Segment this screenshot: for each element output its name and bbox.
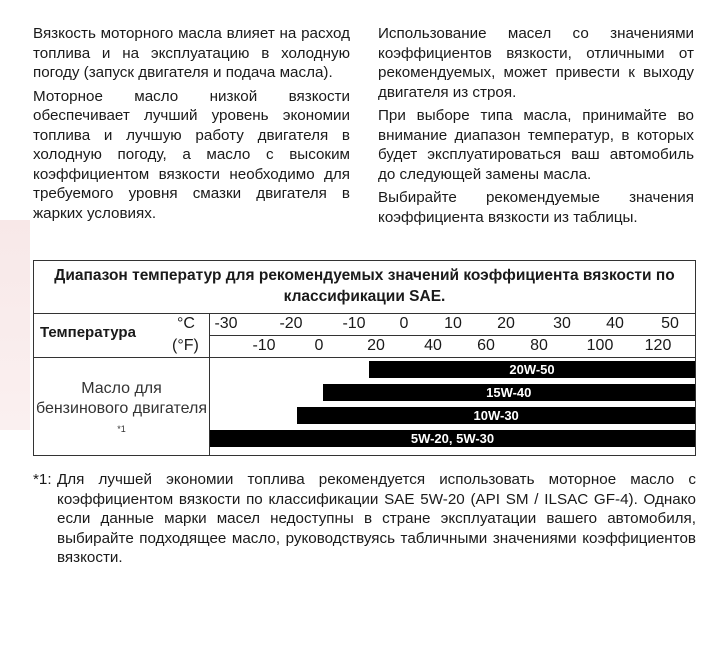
paragraph: При выборе типа масла, принимайте во внимание диапазон температур, в которых будет эксплуатироваться ваш автомобиль до следующей замены масла.	[378, 107, 694, 183]
footnote	[33, 470, 696, 568]
viscosity-table	[33, 260, 696, 456]
fahrenheit-tick: 120	[644, 337, 672, 354]
footnote-text: Для лучшей экономии топлива рекомендуется использовать моторное масло с коэффициентом вязкости по классификации SAE 5W-20 (API SM / ILSAC GF-4). Однако если данные марки масел недоступны в стране эксплуатации вашего автомобиля, выбирайте подходящее масло, руководствуясь табличными значениями коэффициентов вязкости.	[57, 471, 696, 566]
fahrenheit-tick: 20	[367, 337, 385, 354]
row-note: *1	[117, 424, 126, 434]
fahrenheit-tick: 40	[424, 337, 442, 354]
fahrenheit-tick: 0	[314, 337, 324, 354]
viscosity-bar: 20W-50	[369, 361, 695, 378]
celsius-tick: 10	[444, 315, 462, 332]
celsius-tick: 40	[606, 315, 624, 332]
fahrenheit-tick: 100	[586, 337, 614, 354]
celsius-tick: -30	[214, 315, 238, 332]
fahrenheit-tick: 80	[530, 337, 548, 354]
fahrenheit-unit: (°F)	[172, 337, 199, 354]
row-label	[34, 379, 209, 444]
celsius-tick: -10	[342, 315, 366, 332]
fahrenheit-tick: -10	[252, 337, 276, 354]
left-column	[33, 24, 350, 227]
celsius-tick: 20	[497, 315, 515, 332]
viscosity-bar: 15W-40	[323, 384, 696, 401]
divider	[209, 335, 695, 336]
viscosity-bar: 10W-30	[297, 407, 695, 424]
footnote-marker: *1:	[33, 471, 52, 488]
celsius-unit: °C	[177, 315, 195, 332]
fahrenheit-tick: 60	[477, 337, 495, 354]
temperature-label: Температура	[40, 324, 136, 341]
right-column	[378, 24, 694, 231]
paragraph: Моторное масло низкой вязкости обеспечивает лучший уровень экономии топлива и лучшую работу двигателя в холодную погоду, а масло с высоким коэффициентом вязкости необходимо для требуемого уровня смазки двигателя в жарких условиях.	[33, 87, 350, 222]
paragraph: Вязкость моторного масла влияет на расход топлива и на эксплуатацию в холодную погоду (запуск двигателя и подача масла).	[33, 25, 350, 81]
table-title: Диапазон температур для рекомендуемых значений коэффициента вязкости по классификации SAE.	[54, 267, 675, 305]
paragraph: Использование масел со значениями коэффициентов вязкости, отличными от рекомендуемых, может привести к выходу двигателя из строя.	[378, 25, 694, 101]
row-label-text: Масло для бензинового двигателя	[35, 380, 208, 417]
celsius-tick: 50	[661, 315, 679, 332]
divider	[34, 357, 695, 358]
celsius-tick: 0	[399, 315, 409, 332]
viscosity-bar: 5W-20, 5W-30	[210, 430, 695, 447]
divider	[34, 313, 695, 314]
paragraph: Выбирайте рекомендуемые значения коэффициента вязкости из таблицы.	[378, 189, 694, 226]
celsius-tick: 30	[553, 315, 571, 332]
celsius-tick: -20	[279, 315, 303, 332]
watermark	[0, 220, 30, 430]
